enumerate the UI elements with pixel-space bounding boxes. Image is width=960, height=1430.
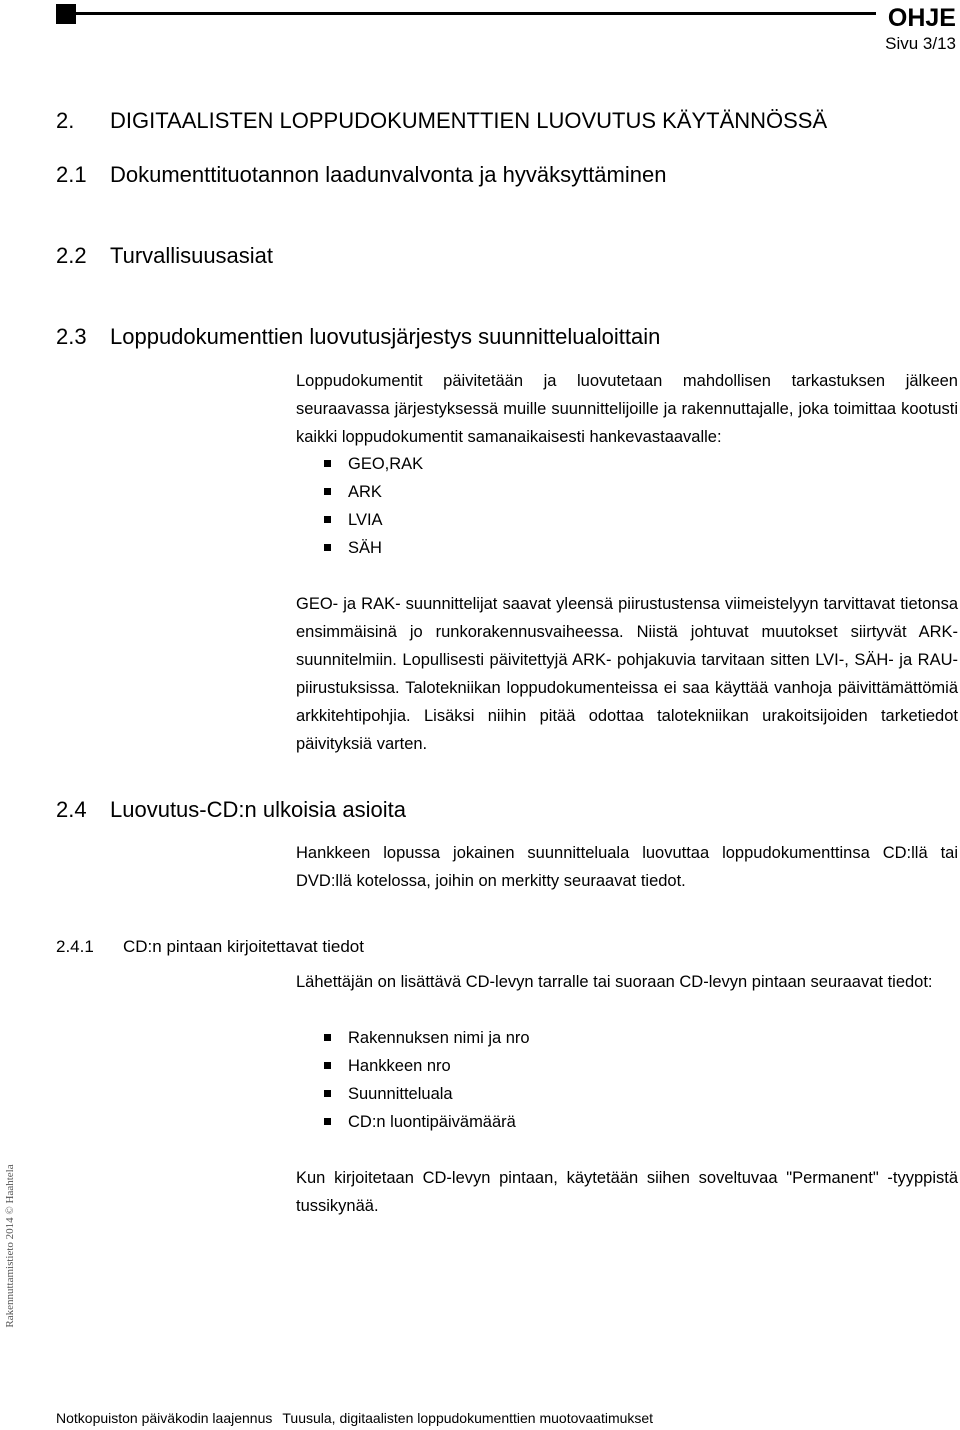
heading-2-4: [56, 797, 406, 823]
list-item: Suunnitteluala: [324, 1080, 530, 1108]
heading-2-4-1: [56, 937, 364, 957]
paragraph-cd-delivery: Hankkeen lopussa jokainen suunnitteluala luovuttaa loppudokumenttinsa CD:llä tai DVD:llä kotelossa, joihin on merkitty seuraavat tiedot.: [296, 844, 958, 890]
heading-2-1: [56, 162, 666, 188]
footer-document: Tuusula, digitaalisten loppudokumenttien muotovaatimukset: [282, 1410, 654, 1426]
list-item: ARK: [324, 478, 423, 506]
heading-title: Dokumenttituotannon laadunvalvonta ja hyväksyttäminen: [110, 162, 667, 187]
list-item: GEO,RAK: [324, 450, 423, 478]
footer: [56, 1410, 653, 1426]
heading-number: 2.1: [56, 162, 87, 187]
heading-title: Loppudokumenttien luovutusjärjestys suunnittelualoittain: [110, 324, 661, 349]
paragraph-cd-label-info: Lähettäjän on lisättävä CD-levyn tarralle tai suoraan CD-levyn pintaan seuraavat tiedot:: [296, 973, 933, 991]
heading-number: 2.4: [56, 797, 87, 822]
heading-title: Turvallisuusasiat: [110, 243, 274, 268]
heading-number: 2.4.1: [56, 937, 94, 956]
heading-number: 2.3: [56, 324, 87, 349]
copyright-side-text: Rakennuttamistieto 2014 © Haahtela: [4, 1164, 16, 1328]
footer-project: Notkopuiston päiväkodin laajennus: [56, 1410, 273, 1426]
heading-title: Luovutus-CD:n ulkoisia asioita: [110, 797, 406, 822]
heading-title: DIGITAALISTEN LOPPUDOKUMENTTIEN LUOVUTUS KÄYTÄNNÖSSÄ: [110, 108, 828, 133]
list-item: SÄH: [324, 534, 423, 562]
heading-2-3: [56, 324, 660, 350]
cd-info-list: [324, 1024, 530, 1136]
header-square: [56, 4, 76, 24]
header-rule: [76, 12, 876, 15]
document-type: OHJE: [887, 4, 956, 32]
list-item: LVIA: [324, 506, 423, 534]
page-number: Sivu 3/13: [885, 34, 956, 53]
paragraph-marker-note: Kun kirjoitetaan CD-levyn pintaan, käytetään siihen soveltuvaa "Permanent" -tyyppistä tussikynää.: [296, 1169, 958, 1215]
heading-2-2: [56, 243, 273, 269]
heading-number: 2.2: [56, 243, 87, 268]
list-item: Hankkeen nro: [324, 1052, 530, 1080]
heading-2: [56, 108, 827, 134]
heading-title: CD:n pintaan kirjoitettavat tiedot: [123, 937, 364, 956]
heading-number: 2.: [56, 108, 75, 133]
list-item: CD:n luontipäivämäärä: [324, 1108, 530, 1136]
paragraph-handover-order: Loppudokumentit päivitetään ja luovutetaan mahdollisen tarkastuksen jälkeen seuraavassa järjestyksessä muille suunnittelijoille ja rakennuttajalle, joka toimittaa kootusti kaikki loppudokumentit samanaikaisesti hankevastaavalle:: [296, 372, 958, 446]
list-item: Rakennuksen nimi ja nro: [324, 1024, 530, 1052]
paragraph-drawing-updates: GEO- ja RAK- suunnittelijat saavat yleensä piirustustensa viimeistelyyn tarvittavat tietonsa ensimmäisinä jo runkorakennusvaiheessa. Niistä johtuvat muutokset siirtyvät ARK- suunnitelmiin. Lopullisesti päivitettyjä ARK- pohjakuvia tarvitaan sitten LVI-, SÄH- ja RAU- piirustuksissa. Talotekniikan loppudokumenteissa ei saa käyttää vanhoja päivittämättömiä arkkitehtipohjia. Lisäksi niihin pitää odottaa talotekniikan urakoitsijoiden tarketiedot päivityksiä varten.: [296, 595, 958, 753]
discipline-list: [324, 450, 423, 562]
